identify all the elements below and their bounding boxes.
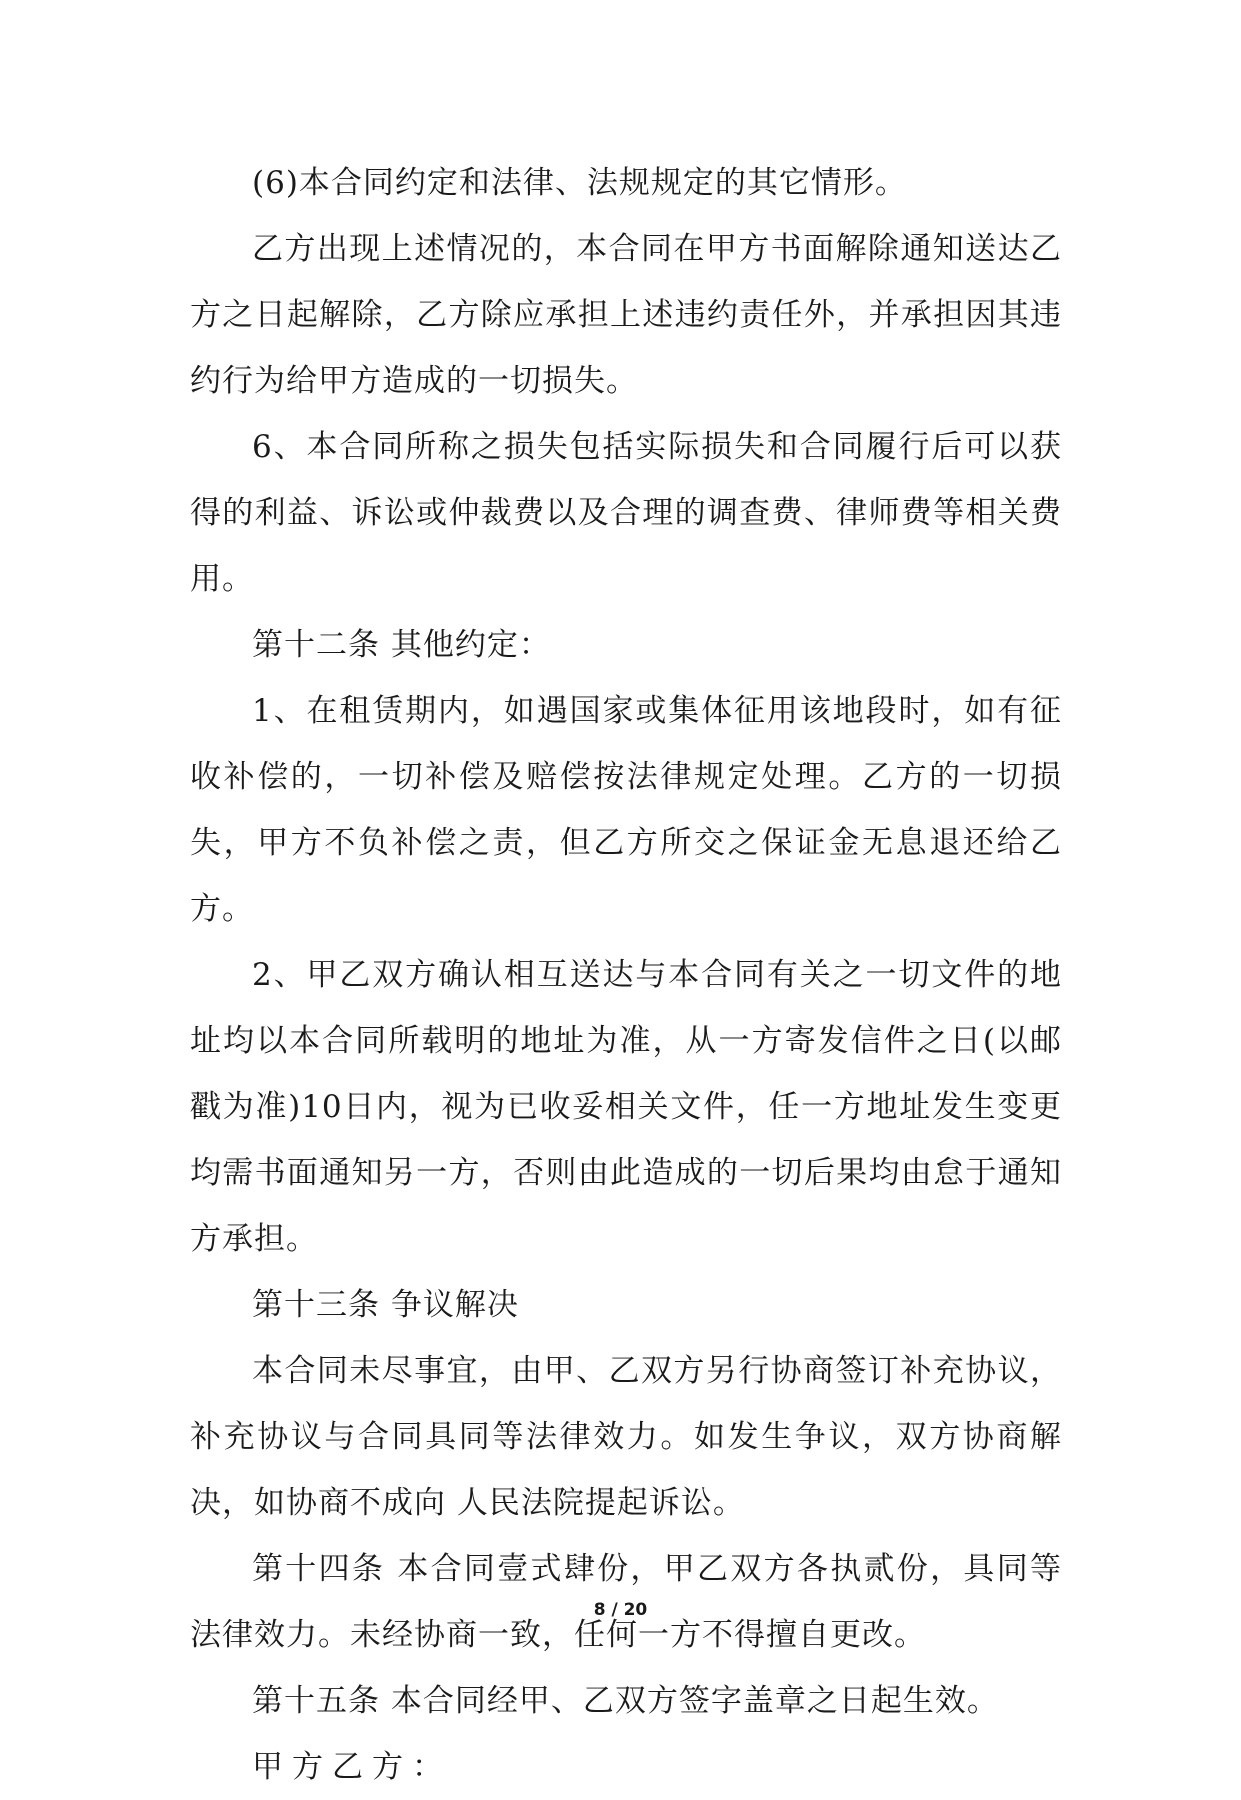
signature-line: 甲方乙方： bbox=[252, 1749, 452, 1785]
section-heading: 第十二条 其他约定： bbox=[252, 627, 551, 663]
page-number: 8 / 20 bbox=[593, 1600, 648, 1620]
paragraph: 6、本合同所称之损失包括实际损失和合同履行后可以获得的利益、诉讼或仲裁费以及合理的调查费、律师费等相关费用。 bbox=[190, 429, 1062, 597]
paragraph: (6)本合同约定和法律、法规规定的其它情形。 bbox=[252, 165, 907, 201]
paragraph: 第十五条 本合同经甲、乙双方签字盖章之日起生效。 bbox=[252, 1683, 999, 1719]
paragraph: 第十四条 本合同壹式肆份，甲乙双方各执贰份，具同等法律效力。未经协商一致，任何一方不得擅自更改。 bbox=[190, 1551, 1062, 1653]
document-body bbox=[190, 150, 1062, 1800]
paragraph: 1、在租赁期内，如遇国家或集体征用该地段时，如有征收补偿的，一切补偿及赔偿按法律规定处理。乙方的一切损失，甲方不负补偿之责，但乙方所交之保证金无息退还给乙方。 bbox=[190, 693, 1062, 927]
section-heading: 第十三条 争议解决 bbox=[252, 1287, 519, 1323]
paragraph: 2、甲乙双方确认相互送达与本合同有关之一切文件的地址均以本合同所载明的地址为准，从一方寄发信件之日(以邮戳为准)10日内，视为已收妥相关文件，任一方地址发生变更均需书面通知另一方，否则由此造成的一切后果均由怠于通知方承担。 bbox=[190, 957, 1062, 1257]
paragraph: 本合同未尽事宜，由甲、乙双方另行协商签订补充协议，补充协议与合同具同等法律效力。如发生争议，双方协商解决，如协商不成向 人民法院提起诉讼。 bbox=[190, 1353, 1062, 1521]
paragraph: 乙方出现上述情况的，本合同在甲方书面解除通知送达乙方之日起解除，乙方除应承担上述违约责任外，并承担因其违约行为给甲方造成的一切损失。 bbox=[190, 231, 1062, 399]
